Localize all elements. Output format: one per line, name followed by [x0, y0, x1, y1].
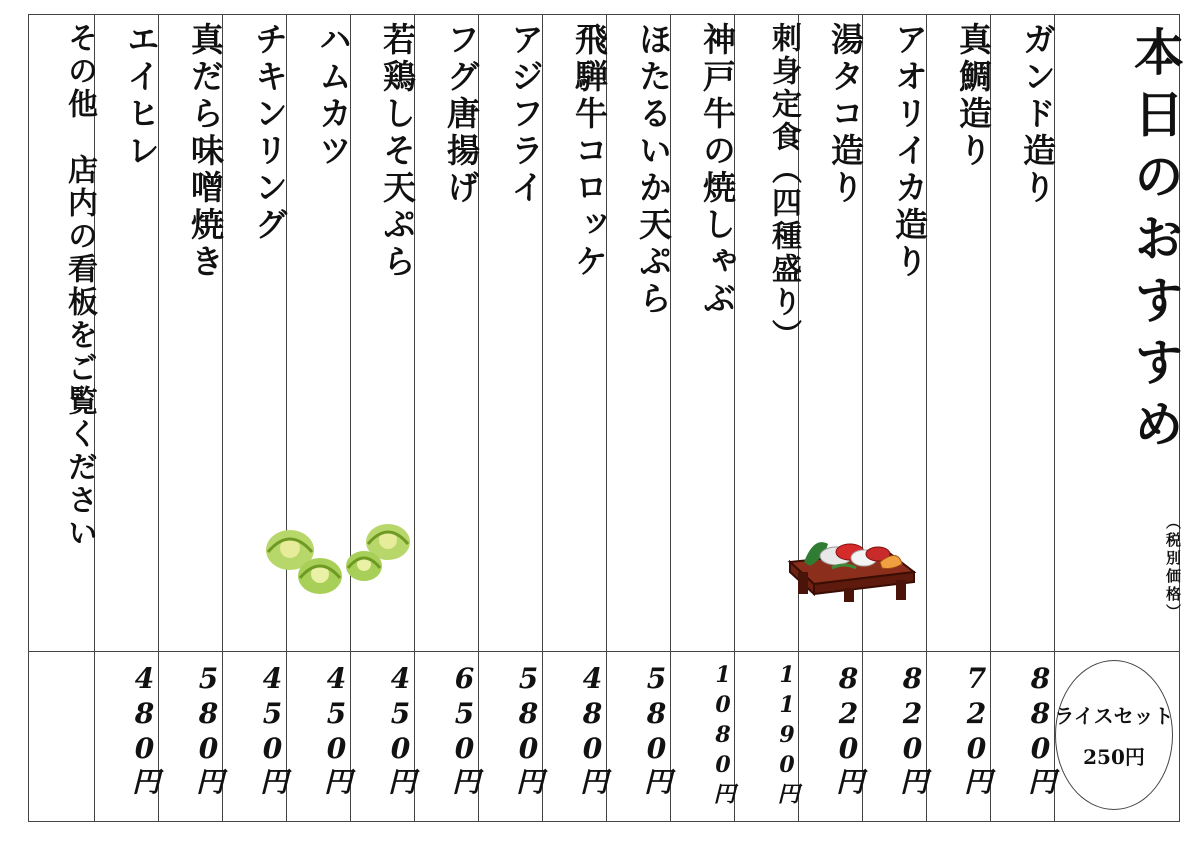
item-name: フグ唐揚げ — [442, 22, 481, 207]
item-price: 880円 — [1024, 662, 1057, 797]
menu-item — [990, 14, 1057, 822]
item-name: 神戸牛の焼しゃぶ — [698, 22, 737, 318]
item-name: アオリイカ造り — [890, 22, 929, 281]
item-name: 飛騨牛コロッケ — [570, 22, 609, 281]
item-price: 450円 — [320, 662, 353, 797]
menu-item — [94, 14, 161, 822]
item-price: 450円 — [384, 662, 417, 797]
item-price: 580円 — [512, 662, 545, 797]
item-name: アジフライ — [506, 22, 545, 207]
menu-item — [734, 14, 801, 822]
menu-item — [350, 14, 417, 822]
other-column — [28, 14, 97, 822]
menu-item — [286, 14, 353, 822]
fukinoto-icon — [262, 520, 352, 598]
fukinoto-icon — [342, 518, 422, 588]
item-price: 1190円 — [774, 662, 800, 808]
item-price: 480円 — [128, 662, 161, 797]
item-price: 580円 — [192, 662, 225, 797]
item-price: 580円 — [640, 662, 673, 797]
item-price: 650円 — [448, 662, 481, 797]
sashimi-platter-icon — [784, 528, 920, 604]
rice-set-badge — [1055, 660, 1173, 810]
item-name: ハムカツ — [314, 22, 353, 170]
item-name: 若鶏しそ天ぷら — [378, 22, 417, 281]
item-name: エイヒレ — [122, 22, 161, 170]
menu-item — [542, 14, 609, 822]
item-price: 450円 — [256, 662, 289, 797]
rice-set-price: 250円 — [1083, 745, 1145, 769]
item-name: 真鯛造り — [954, 22, 993, 170]
menu-title: 本日のおすすめ — [1126, 26, 1185, 460]
item-name: 湯タコ造り — [826, 22, 865, 207]
item-name: チキンリング — [250, 22, 289, 244]
item-name: 刺身定食（四種盛り） — [766, 22, 801, 352]
menu-item — [478, 14, 545, 822]
item-name: ガンド造り — [1018, 22, 1057, 207]
menu-item — [862, 14, 929, 822]
item-name: 真だら味噌焼き — [186, 22, 225, 281]
menu-item — [158, 14, 225, 822]
rice-set-label: ライスセット — [1054, 704, 1174, 728]
item-price: 480円 — [576, 662, 609, 797]
item-name: ほたるいか天ぷら — [634, 22, 673, 318]
item-price: 720円 — [960, 662, 993, 797]
menu-item — [606, 14, 673, 822]
item-price: 820円 — [832, 662, 865, 797]
menu-item — [222, 14, 289, 822]
menu-item — [670, 14, 737, 822]
menu-item — [414, 14, 481, 822]
item-price: 820円 — [896, 662, 929, 797]
menu-item — [926, 14, 993, 822]
menu-item — [798, 14, 865, 822]
other-note: その他 店内の看板をご覧ください — [62, 22, 97, 550]
tax-note: （税別価格） — [1164, 514, 1182, 622]
item-price: 1080円 — [710, 662, 736, 808]
